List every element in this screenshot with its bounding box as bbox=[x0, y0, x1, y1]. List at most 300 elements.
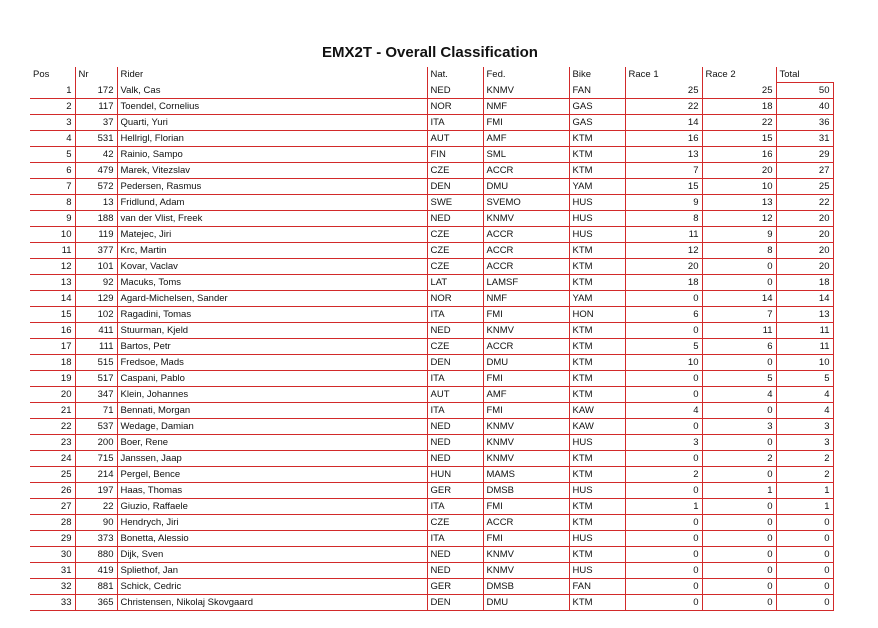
cell-bike: HUS bbox=[569, 435, 625, 451]
cell-bike: YAM bbox=[569, 291, 625, 307]
cell-race2: 11 bbox=[702, 323, 776, 339]
cell-nr: 479 bbox=[75, 163, 117, 179]
cell-total: 1 bbox=[776, 499, 833, 515]
cell-pos: 13 bbox=[30, 275, 75, 291]
cell-rider: Bonetta, Alessio bbox=[117, 531, 427, 547]
cell-nr: 572 bbox=[75, 179, 117, 195]
table-row bbox=[30, 435, 833, 451]
cell-nr: 13 bbox=[75, 195, 117, 211]
cell-nr: 200 bbox=[75, 435, 117, 451]
cell-fed: FMI bbox=[483, 307, 569, 323]
table-row bbox=[30, 547, 833, 563]
cell-fed: ACCR bbox=[483, 227, 569, 243]
cell-pos: 8 bbox=[30, 195, 75, 211]
cell-nat: LAT bbox=[427, 275, 483, 291]
table-row bbox=[30, 595, 833, 611]
cell-race1: 0 bbox=[625, 595, 702, 611]
cell-bike: KTM bbox=[569, 499, 625, 515]
cell-race2: 0 bbox=[702, 531, 776, 547]
cell-rider: Klein, Johannes bbox=[117, 387, 427, 403]
table-row bbox=[30, 147, 833, 163]
cell-total: 22 bbox=[776, 195, 833, 211]
cell-race2: 22 bbox=[702, 115, 776, 131]
cell-bike: KTM bbox=[569, 547, 625, 563]
cell-race1: 7 bbox=[625, 163, 702, 179]
cell-rider: Rainio, Sampo bbox=[117, 147, 427, 163]
cell-fed: MAMS bbox=[483, 467, 569, 483]
cell-nr: 411 bbox=[75, 323, 117, 339]
cell-nr: 71 bbox=[75, 403, 117, 419]
cell-bike: KTM bbox=[569, 355, 625, 371]
table-row bbox=[30, 211, 833, 227]
table-row bbox=[30, 403, 833, 419]
cell-race1: 12 bbox=[625, 243, 702, 259]
cell-nat: ITA bbox=[427, 531, 483, 547]
cell-total: 0 bbox=[776, 515, 833, 531]
cell-total: 0 bbox=[776, 579, 833, 595]
cell-bike: KTM bbox=[569, 387, 625, 403]
cell-nat: GER bbox=[427, 483, 483, 499]
cell-race2: 0 bbox=[702, 435, 776, 451]
cell-rider: Fredsoe, Mads bbox=[117, 355, 427, 371]
cell-nat: NOR bbox=[427, 291, 483, 307]
cell-race1: 0 bbox=[625, 515, 702, 531]
cell-race1: 20 bbox=[625, 259, 702, 275]
cell-nat: CZE bbox=[427, 339, 483, 355]
cell-nr: 111 bbox=[75, 339, 117, 355]
cell-pos: 15 bbox=[30, 307, 75, 323]
cell-fed: KNMV bbox=[483, 323, 569, 339]
cell-bike: KTM bbox=[569, 323, 625, 339]
cell-nr: 881 bbox=[75, 579, 117, 595]
cell-nat: ITA bbox=[427, 371, 483, 387]
table-row bbox=[30, 307, 833, 323]
cell-fed: KNMV bbox=[483, 435, 569, 451]
cell-nat: NED bbox=[427, 419, 483, 435]
cell-race2: 0 bbox=[702, 467, 776, 483]
cell-fed: KNMV bbox=[483, 563, 569, 579]
cell-bike: KAW bbox=[569, 403, 625, 419]
cell-fed: ACCR bbox=[483, 243, 569, 259]
cell-nr: 715 bbox=[75, 451, 117, 467]
cell-race1: 25 bbox=[625, 83, 702, 99]
cell-pos: 20 bbox=[30, 387, 75, 403]
cell-nat: ITA bbox=[427, 115, 483, 131]
cell-race2: 0 bbox=[702, 563, 776, 579]
cell-race2: 14 bbox=[702, 291, 776, 307]
cell-total: 5 bbox=[776, 371, 833, 387]
cell-nr: 419 bbox=[75, 563, 117, 579]
cell-pos: 14 bbox=[30, 291, 75, 307]
cell-race1: 0 bbox=[625, 371, 702, 387]
cell-bike: KTM bbox=[569, 259, 625, 275]
cell-race1: 13 bbox=[625, 147, 702, 163]
cell-rider: Schick, Cedric bbox=[117, 579, 427, 595]
cell-fed: ACCR bbox=[483, 339, 569, 355]
cell-race2: 0 bbox=[702, 579, 776, 595]
cell-rider: Bennati, Morgan bbox=[117, 403, 427, 419]
cell-bike: KTM bbox=[569, 131, 625, 147]
cell-rider: van der Vlist, Freek bbox=[117, 211, 427, 227]
cell-nat: AUT bbox=[427, 131, 483, 147]
cell-total: 18 bbox=[776, 275, 833, 291]
cell-fed: KNMV bbox=[483, 419, 569, 435]
cell-nr: 537 bbox=[75, 419, 117, 435]
cell-race1: 4 bbox=[625, 403, 702, 419]
cell-pos: 32 bbox=[30, 579, 75, 595]
cell-race1: 10 bbox=[625, 355, 702, 371]
cell-bike: FAN bbox=[569, 83, 625, 99]
cell-total: 20 bbox=[776, 227, 833, 243]
cell-bike: HUS bbox=[569, 227, 625, 243]
cell-nat: NED bbox=[427, 547, 483, 563]
table-row bbox=[30, 99, 833, 115]
cell-pos: 33 bbox=[30, 595, 75, 611]
cell-pos: 29 bbox=[30, 531, 75, 547]
table-row bbox=[30, 163, 833, 179]
table-row bbox=[30, 115, 833, 131]
cell-nat: ITA bbox=[427, 499, 483, 515]
cell-nr: 517 bbox=[75, 371, 117, 387]
cell-race2: 0 bbox=[702, 499, 776, 515]
cell-nr: 22 bbox=[75, 499, 117, 515]
table-row bbox=[30, 83, 833, 99]
cell-race2: 15 bbox=[702, 131, 776, 147]
header-fed: Fed. bbox=[483, 67, 569, 83]
cell-total: 0 bbox=[776, 563, 833, 579]
cell-total: 13 bbox=[776, 307, 833, 323]
header-row bbox=[30, 67, 833, 83]
cell-fed: FMI bbox=[483, 403, 569, 419]
table-row bbox=[30, 419, 833, 435]
header-nr: Nr bbox=[75, 67, 117, 83]
cell-pos: 2 bbox=[30, 99, 75, 115]
cell-nat: NED bbox=[427, 211, 483, 227]
cell-nr: 172 bbox=[75, 83, 117, 99]
cell-race1: 0 bbox=[625, 547, 702, 563]
cell-total: 29 bbox=[776, 147, 833, 163]
cell-fed: NMF bbox=[483, 291, 569, 307]
cell-nr: 377 bbox=[75, 243, 117, 259]
cell-race1: 9 bbox=[625, 195, 702, 211]
table-row bbox=[30, 467, 833, 483]
cell-nat: GER bbox=[427, 579, 483, 595]
cell-race2: 12 bbox=[702, 211, 776, 227]
cell-race1: 0 bbox=[625, 323, 702, 339]
cell-bike: HUS bbox=[569, 531, 625, 547]
cell-race1: 0 bbox=[625, 483, 702, 499]
cell-bike: HON bbox=[569, 307, 625, 323]
cell-race2: 13 bbox=[702, 195, 776, 211]
cell-race2: 5 bbox=[702, 371, 776, 387]
cell-nr: 119 bbox=[75, 227, 117, 243]
cell-nr: 37 bbox=[75, 115, 117, 131]
cell-fed: KNMV bbox=[483, 211, 569, 227]
cell-pos: 1 bbox=[30, 83, 75, 99]
cell-rider: Bartos, Petr bbox=[117, 339, 427, 355]
cell-fed: DMU bbox=[483, 595, 569, 611]
cell-bike: GAS bbox=[569, 99, 625, 115]
cell-pos: 25 bbox=[30, 467, 75, 483]
cell-race2: 9 bbox=[702, 227, 776, 243]
cell-bike: KAW bbox=[569, 419, 625, 435]
cell-pos: 31 bbox=[30, 563, 75, 579]
cell-nat: AUT bbox=[427, 387, 483, 403]
table-row bbox=[30, 451, 833, 467]
cell-rider: Fridlund, Adam bbox=[117, 195, 427, 211]
table-row bbox=[30, 339, 833, 355]
cell-rider: Marek, Vitezslav bbox=[117, 163, 427, 179]
cell-bike: FAN bbox=[569, 579, 625, 595]
cell-race2: 0 bbox=[702, 547, 776, 563]
cell-total: 11 bbox=[776, 339, 833, 355]
cell-race1: 8 bbox=[625, 211, 702, 227]
cell-nat: ITA bbox=[427, 307, 483, 323]
cell-race1: 18 bbox=[625, 275, 702, 291]
cell-rider: Stuurman, Kjeld bbox=[117, 323, 427, 339]
cell-rider: Haas, Thomas bbox=[117, 483, 427, 499]
cell-race1: 0 bbox=[625, 563, 702, 579]
table-row bbox=[30, 275, 833, 291]
cell-nr: 880 bbox=[75, 547, 117, 563]
cell-nat: CZE bbox=[427, 227, 483, 243]
cell-race1: 22 bbox=[625, 99, 702, 115]
cell-fed: DMU bbox=[483, 179, 569, 195]
cell-rider: Quarti, Yuri bbox=[117, 115, 427, 131]
cell-rider: Boer, Rene bbox=[117, 435, 427, 451]
cell-nat: DEN bbox=[427, 595, 483, 611]
cell-fed: FMI bbox=[483, 115, 569, 131]
cell-total: 3 bbox=[776, 435, 833, 451]
table-row bbox=[30, 563, 833, 579]
header-race2: Race 2 bbox=[702, 67, 776, 83]
cell-pos: 24 bbox=[30, 451, 75, 467]
cell-bike: HUS bbox=[569, 563, 625, 579]
cell-total: 27 bbox=[776, 163, 833, 179]
cell-race1: 16 bbox=[625, 131, 702, 147]
cell-pos: 18 bbox=[30, 355, 75, 371]
cell-pos: 6 bbox=[30, 163, 75, 179]
cell-total: 2 bbox=[776, 467, 833, 483]
cell-nat: NOR bbox=[427, 99, 483, 115]
table-row bbox=[30, 227, 833, 243]
cell-rider: Pedersen, Rasmus bbox=[117, 179, 427, 195]
cell-bike: YAM bbox=[569, 179, 625, 195]
cell-rider: Hellrigl, Florian bbox=[117, 131, 427, 147]
cell-nat: NED bbox=[427, 435, 483, 451]
cell-race1: 1 bbox=[625, 499, 702, 515]
cell-fed: SML bbox=[483, 147, 569, 163]
cell-rider: Spliethof, Jan bbox=[117, 563, 427, 579]
cell-nat: NED bbox=[427, 563, 483, 579]
header-bike: Bike bbox=[569, 67, 625, 83]
cell-bike: KTM bbox=[569, 275, 625, 291]
cell-nat: DEN bbox=[427, 355, 483, 371]
cell-fed: FMI bbox=[483, 371, 569, 387]
cell-race2: 2 bbox=[702, 451, 776, 467]
table-row bbox=[30, 355, 833, 371]
cell-pos: 9 bbox=[30, 211, 75, 227]
cell-total: 3 bbox=[776, 419, 833, 435]
results-body bbox=[30, 83, 833, 611]
cell-fed: DMSB bbox=[483, 579, 569, 595]
cell-race1: 3 bbox=[625, 435, 702, 451]
cell-total: 1 bbox=[776, 483, 833, 499]
header-nat: Nat. bbox=[427, 67, 483, 83]
cell-nr: 531 bbox=[75, 131, 117, 147]
cell-nat: NED bbox=[427, 323, 483, 339]
cell-total: 20 bbox=[776, 211, 833, 227]
cell-total: 50 bbox=[776, 83, 833, 99]
page-title: EMX2T - Overall Classification bbox=[322, 44, 538, 61]
cell-fed: AMF bbox=[483, 131, 569, 147]
cell-total: 36 bbox=[776, 115, 833, 131]
cell-total: 11 bbox=[776, 323, 833, 339]
cell-pos: 4 bbox=[30, 131, 75, 147]
cell-nr: 515 bbox=[75, 355, 117, 371]
cell-rider: Pergel, Bence bbox=[117, 467, 427, 483]
cell-race2: 4 bbox=[702, 387, 776, 403]
cell-pos: 19 bbox=[30, 371, 75, 387]
cell-pos: 11 bbox=[30, 243, 75, 259]
cell-nr: 101 bbox=[75, 259, 117, 275]
header-pos: Pos bbox=[33, 69, 50, 81]
cell-race2: 6 bbox=[702, 339, 776, 355]
cell-rider: Valk, Cas bbox=[117, 83, 427, 99]
table-row bbox=[30, 483, 833, 499]
cell-pos: 23 bbox=[30, 435, 75, 451]
cell-total: 40 bbox=[776, 99, 833, 115]
cell-bike: KTM bbox=[569, 451, 625, 467]
header-race1: Race 1 bbox=[625, 67, 702, 83]
cell-rider: Hendrych, Jiri bbox=[117, 515, 427, 531]
cell-fed: DMU bbox=[483, 355, 569, 371]
cell-race2: 8 bbox=[702, 243, 776, 259]
cell-nat: ITA bbox=[427, 403, 483, 419]
cell-race2: 1 bbox=[702, 483, 776, 499]
cell-fed: NMF bbox=[483, 99, 569, 115]
cell-rider: Matejec, Jiri bbox=[117, 227, 427, 243]
cell-race2: 20 bbox=[702, 163, 776, 179]
cell-pos: 16 bbox=[30, 323, 75, 339]
cell-pos: 22 bbox=[30, 419, 75, 435]
cell-race2: 18 bbox=[702, 99, 776, 115]
cell-total: 4 bbox=[776, 403, 833, 419]
cell-total: 0 bbox=[776, 531, 833, 547]
cell-rider: Krc, Martin bbox=[117, 243, 427, 259]
cell-rider: Ragadini, Tomas bbox=[117, 307, 427, 323]
cell-race2: 3 bbox=[702, 419, 776, 435]
cell-rider: Kovar, Vaclav bbox=[117, 259, 427, 275]
cell-race2: 0 bbox=[702, 259, 776, 275]
cell-rider: Wedage, Damian bbox=[117, 419, 427, 435]
cell-bike: KTM bbox=[569, 467, 625, 483]
cell-fed: KNMV bbox=[483, 83, 569, 99]
cell-race1: 0 bbox=[625, 531, 702, 547]
cell-pos: 5 bbox=[30, 147, 75, 163]
cell-nat: CZE bbox=[427, 259, 483, 275]
cell-rider: Macuks, Toms bbox=[117, 275, 427, 291]
cell-race2: 0 bbox=[702, 515, 776, 531]
cell-pos: 27 bbox=[30, 499, 75, 515]
cell-nr: 102 bbox=[75, 307, 117, 323]
cell-bike: KTM bbox=[569, 595, 625, 611]
cell-total: 2 bbox=[776, 451, 833, 467]
table-row bbox=[30, 291, 833, 307]
cell-nr: 129 bbox=[75, 291, 117, 307]
cell-nr: 197 bbox=[75, 483, 117, 499]
cell-bike: HUS bbox=[569, 211, 625, 227]
cell-bike: HUS bbox=[569, 195, 625, 211]
cell-fed: FMI bbox=[483, 531, 569, 547]
cell-race1: 0 bbox=[625, 291, 702, 307]
table-row bbox=[30, 579, 833, 595]
cell-race1: 15 bbox=[625, 179, 702, 195]
cell-pos: 7 bbox=[30, 179, 75, 195]
cell-total: 20 bbox=[776, 259, 833, 275]
table-row bbox=[30, 371, 833, 387]
cell-bike: KTM bbox=[569, 243, 625, 259]
cell-pos: 30 bbox=[30, 547, 75, 563]
cell-rider: Christensen, Nikolaj Skovgaard bbox=[117, 595, 427, 611]
classification-table bbox=[30, 67, 834, 611]
cell-nat: HUN bbox=[427, 467, 483, 483]
cell-nat: DEN bbox=[427, 179, 483, 195]
cell-race1: 5 bbox=[625, 339, 702, 355]
cell-fed: ACCR bbox=[483, 515, 569, 531]
cell-nat: NED bbox=[427, 83, 483, 99]
cell-nr: 373 bbox=[75, 531, 117, 547]
cell-bike: KTM bbox=[569, 371, 625, 387]
cell-pos: 17 bbox=[30, 339, 75, 355]
cell-total: 0 bbox=[776, 547, 833, 563]
cell-fed: FMI bbox=[483, 499, 569, 515]
cell-total: 10 bbox=[776, 355, 833, 371]
cell-rider: Giuzio, Raffaele bbox=[117, 499, 427, 515]
cell-fed: KNMV bbox=[483, 547, 569, 563]
cell-pos: 28 bbox=[30, 515, 75, 531]
cell-bike: KTM bbox=[569, 163, 625, 179]
cell-race2: 7 bbox=[702, 307, 776, 323]
cell-fed: ACCR bbox=[483, 259, 569, 275]
cell-pos: 26 bbox=[30, 483, 75, 499]
cell-pos: 12 bbox=[30, 259, 75, 275]
cell-nr: 365 bbox=[75, 595, 117, 611]
cell-race2: 0 bbox=[702, 355, 776, 371]
cell-bike: KTM bbox=[569, 339, 625, 355]
cell-nr: 117 bbox=[75, 99, 117, 115]
cell-nat: NED bbox=[427, 451, 483, 467]
cell-nat: SWE bbox=[427, 195, 483, 211]
cell-nr: 188 bbox=[75, 211, 117, 227]
table-row bbox=[30, 323, 833, 339]
cell-race1: 2 bbox=[625, 467, 702, 483]
cell-race2: 25 bbox=[702, 83, 776, 99]
cell-bike: KTM bbox=[569, 147, 625, 163]
cell-fed: KNMV bbox=[483, 451, 569, 467]
cell-total: 0 bbox=[776, 595, 833, 611]
cell-rider: Toendel, Cornelius bbox=[117, 99, 427, 115]
cell-fed: AMF bbox=[483, 387, 569, 403]
table-row bbox=[30, 515, 833, 531]
header-total: Total bbox=[776, 67, 833, 83]
cell-race1: 11 bbox=[625, 227, 702, 243]
cell-nr: 92 bbox=[75, 275, 117, 291]
table-row bbox=[30, 179, 833, 195]
cell-race2: 16 bbox=[702, 147, 776, 163]
cell-nr: 347 bbox=[75, 387, 117, 403]
cell-race2: 0 bbox=[702, 275, 776, 291]
